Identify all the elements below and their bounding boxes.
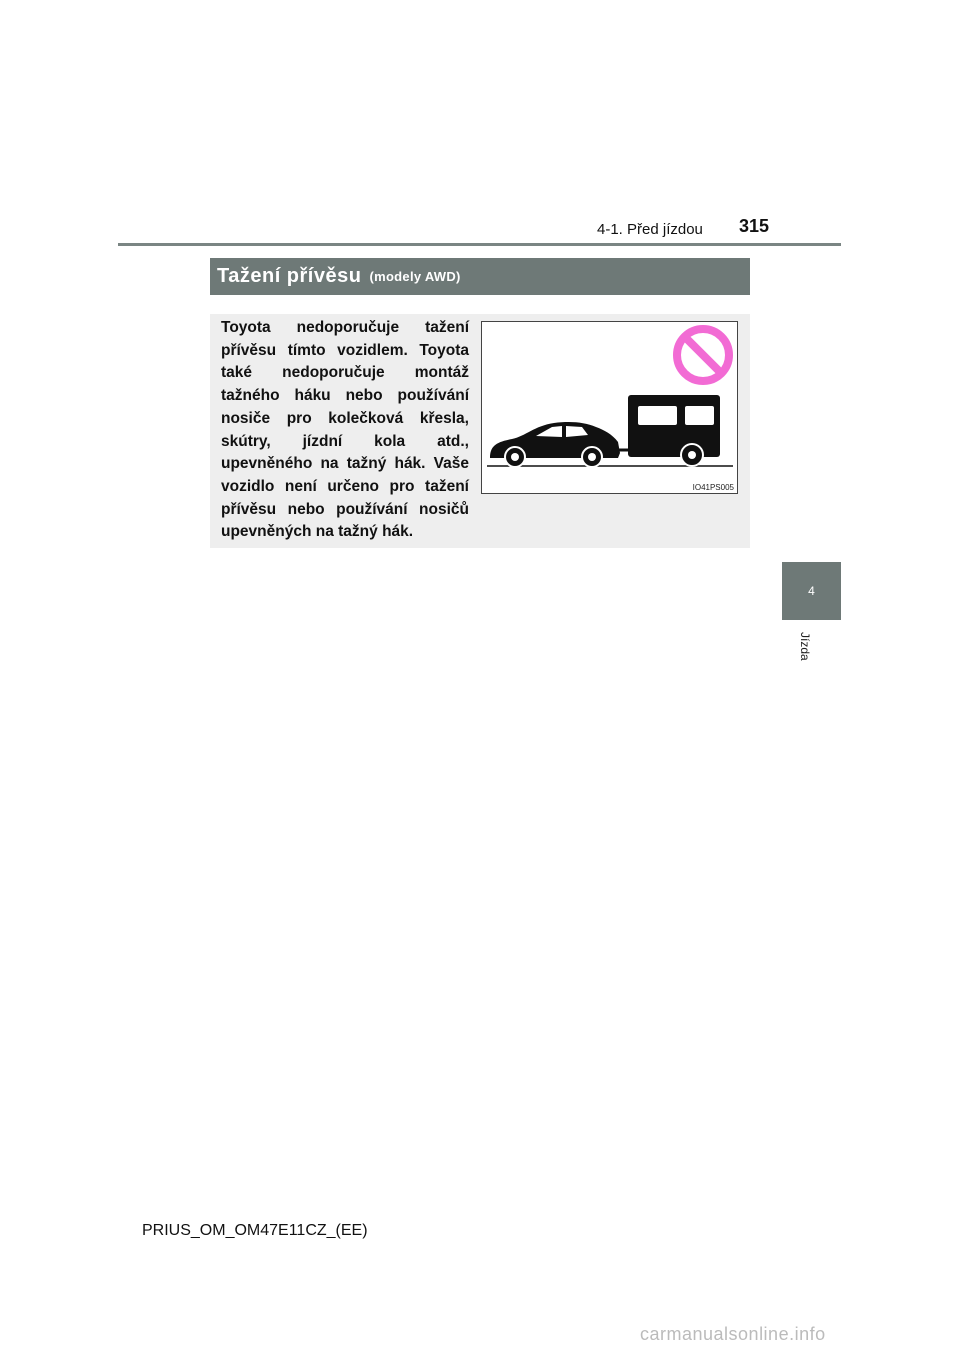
heading-subtitle: (modely AWD)	[369, 269, 461, 284]
towing-illustration	[481, 321, 738, 494]
watermark: carmanualsonline.info	[640, 1324, 826, 1344]
prohibition-icon	[677, 329, 729, 381]
body-text: Toyota nedoporučuje tažení přívěsu tímto vozidlem. Toyota také nedoporučuje montáž tažného háku nebo používání nosiče pro kolečková křesla, skútry, jízdní kola atd., upevněného na tažný hák. Vaše vozidlo není určeno pro tažení přívěsu nebo používání nosičů upevněných na tažný hák.	[221, 319, 469, 541]
page-number: 315	[739, 216, 770, 236]
illustration-svg	[482, 322, 737, 493]
chapter-tab	[782, 562, 841, 620]
car-icon	[490, 422, 620, 467]
trailer-icon	[614, 395, 720, 466]
header-rule	[118, 243, 841, 246]
footer-doc-id: PRIUS_OM_OM47E11CZ_(EE)	[142, 1222, 368, 1239]
chapter-number: 4	[808, 584, 815, 598]
figure-code: IO41PS005	[692, 483, 734, 492]
section-heading	[210, 258, 750, 295]
section-title: 4-1. Před jízdou	[597, 221, 703, 238]
chapter-label: Jízda	[798, 632, 812, 661]
heading-title: Tažení přívěsu	[217, 265, 362, 287]
